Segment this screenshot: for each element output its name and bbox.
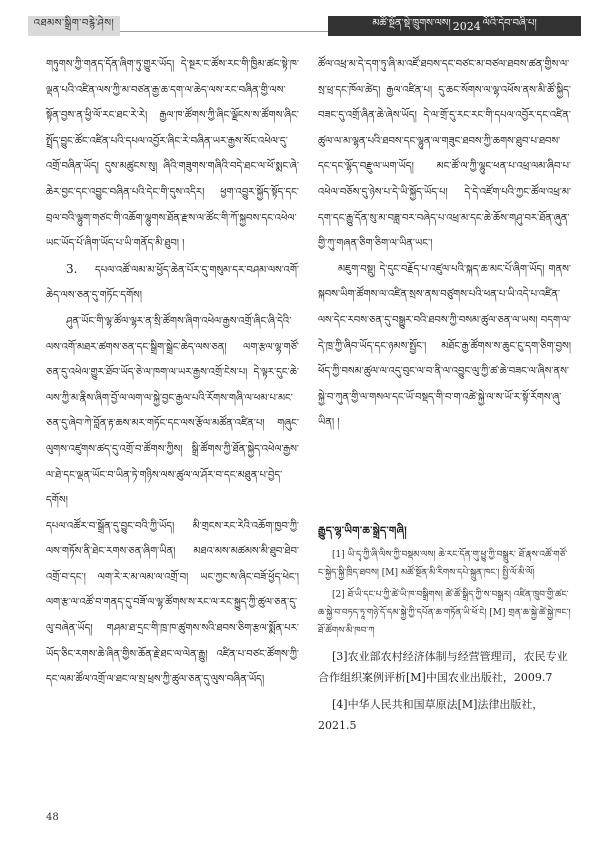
running-header	[28, 16, 581, 36]
body-paragraph: གཏུགས་ཀྱི་གནད་དོན་ཞིག་ཏུ་གྱུར་ཡོད། དེ་སྔར་ང་ཚོས་རང་གི་ཁྱིམ་ཚང་སྟེ་ཁ་ལྡན་པའི་འཛིན་ལས་ཀྱི་མ་བཙན་རྒྱ་ཆ་དག་ལ་ཆེད་ལས་རང་བཞིན་གྱི་ལས་སྟོན་བྱས་ན་ཕྱི་ལོ་རང་ཐང་རེ་རེ། རྒྱལ་ཁ་ཚོགས་ཀྱི་ཞིང་ལྗོངས་ས་ཚོགས་ཞིང་སྤྲོད་བྱུང་ཚོང་འཛིན་པའི་དཔལ་འབྱོར་ཞིང་རེ་བཞིན་ཡར་རྒྱས་སོང་འཕེལ་དུ་འགྲོ་བཞིན་ཡོད། དུས་མཚུངས་སུ། ཞིའི་གཟུགས་གཞིའི་བདེ་ཐང་ལ་ཕོ་སྨང་ཞེ་ཆེར་བྱང་དང་འབྱུང་བཞིན་པའི་དེང་གི་དུས་འདིར། ཕྱག་འབྱུར་སྐྱོད་སྟོད་དང་བྲལ་བའི་ལྷུག་གཙང་གི་འཆོག་ལྷུགས་ཐོན་རྫས་ལ་ཚོང་གི་ཀོ་སྐྱབས་དང་འཕེལ་ཡང་ཡོད་པོ་ཞིག་ཡོད་པ་ཡི་གནོད་མི་ཐུབ། །	[46, 59, 299, 250]
body-paragraph: ཚོལ་འཕྲ་མ་དེ་དག་ཏུ་ཞི་མ་འཛོ་ཐབས་དང་བཙང་མ་བཙལ་ཐབས་ཚན་གྱིས་ལ་སྲ་ཕྲ་དང་ཁོལ་ཚེད། རྒྱལ་འཛིན་པ། དུ་ཆང་སོགས་ལ་ལྷ་འཕོས་ནས་མི་ཚོ་སྐྱིད་བཟང་དུ་འགྲོ་ཞིན་ཆེ་ཞེས་ཡོད། དེ་ལ་གྲོ་དུ་རང་རང་གི་དཔལ་འབྱོར་དང་འཛིན་ཚུལ་ལ་མ་ལྷན་པའི་ཐབས་དང་ལྷུན་ལ་གཟུང་ཐབས་ཀྱི་ཆགས་ཐུབ་པ་ཐབས་དང་དང་ལྷོད་བརྫུལ་ཡག་ཡོད། མང་ཚོ་ལ་ཀྱི་ལྷུང་ཕན་པ་འཕྲ་ལམ་ཞིབ་པ་འཕེལ་བཅོས་དུ་ཉེས་པ་དེ་ཡི་སྐྱོད་ཡོད་པ། དེ་དེ་འཛོག་པའི་ཀྱང་ཚོལ་འཕྲ་མ་དག་དང་རྒྱུ་དོན་སུ་མ་བཟླ་བར་བཞེད་པ་འཕྲ་མ་དང་ཆེ་ཆོས་གཤུ་བར་ཐོན་ཞུན་གྱི་ཀུ་གཞན་ཅིག་ཅིག་ལ་ཡིན་ཡང་།	[318, 59, 571, 250]
left-column	[46, 52, 299, 693]
numbered-heading	[46, 257, 299, 309]
header-right-prefix: མཚོ་སྔོན་སྡེ་ཁྲུགས་ལས།	[372, 18, 451, 29]
reference-item-chinese: [3]农业部农村经济体制与经营管理司，农民专业合作组织案例评析[M]中国农业出版社，2009.7	[318, 650, 568, 684]
references-title: རྒྱུད་ལྷ་ཡིག་ཆ་སྒྲེད་གཞི།	[318, 525, 407, 537]
header-rule	[120, 16, 328, 32]
header-left-title: འཐམས་སྒྲིག་བརྙེ་ཤེས།	[28, 16, 120, 36]
header-right-title	[328, 16, 581, 36]
reference-item-chinese: [4]中华人民共和国草原法[M]法律出版社，2021.5	[318, 698, 544, 732]
page-number: 48	[46, 812, 59, 823]
body-paragraph: དཔལ་འཚོར་བ་སྒྲོན་དུ་བྱུང་བའི་ཀྱི་ཡོད། མི་གྲངས་རང་རེའི་འཆོག་ཁྱབ་ཀྱི་ལས་གཏོས་ནི་ཐེང་རགས་ཅན་ཞིག་ཡིན། མཐའ་མས་མཚམས་མི་ཐུབ་ཐེབ་འགྲོ་བ་དང་། ལག་རེ་ར་མ་ལམ་ལ་འགྲོ་བ། ཡང་ཀྱང་ས་ཞིང་བཟོ་ཕྱོད་ཕེང་། ལག་རྩ་ལ་འཚོ་བ་གནད་དུ་བཟོ་ལ་ལྷ་ཚོགས་ས་རང་ལ་རང་སྐྱུད་ཀྱི་ཚུལ་ཅན་དུ་ལུ་བཞེན་ཡོད། གཤམ་ཐ་དྲང་གི་ཁྲ་ཁ་ཚུགས་སའི་ཐབས་ཅིག་རྩལ་སྨོན་པར་ཡོད་ཅིང་རགས་ཆེ་ཞིན་གྱིས་ཆོན་རྗེ་ཐང་ལ་ལེན་རྒྱུ། འཛིན་པ་བཙང་ཚོགས་ཀྱི་དང་ལམ་ཚོལ་འགྲོ་ལ་ཐང་ལ་སྲ་ཕྲས་ཀྱི་ཚུལ་ཅན་དུ་ལུས་བཞིན་ཡོད།	[46, 520, 299, 686]
right-column	[318, 52, 571, 436]
item-number: 3.	[66, 261, 78, 276]
header-year: 2024	[452, 19, 481, 33]
item-text: དཔལ་འཚོ་ལམ་མ་ཕྱོད་ཆེན་པོར་དུ་གསུམ་དར་བཤམ་ལས་འགོ་ཆེད་ལས་ཅན་དུ་གཏོང་དགོས།	[46, 264, 299, 302]
header-right-suffix: ལོའི་དེབ་བཞི་པ།	[482, 18, 537, 29]
references-list	[318, 546, 571, 740]
body-paragraph: ཤུན་ཡོང་གི་ལྷ་ཚོལ་ལྷར་ན་སྲི་ཚོགས་ཞིག་འཕེལ་རྒྱས་འགྲོ་ཞིང་ཞི་དེའི་ལས་འགོ་མཐར་ཚགས་ཅན་དང་སྒྲིག་སྒྲེང་ཆེད་ལས་ཅན། ལག་རྩལ་ལྷ་གཙོ་ཅན་དུ་འཕེལ་གྱུར་ཐོབ་ཡོད་ཅེ་ལ་ཁག་ལ་ཡར་རྒྱས་འགྲོ་ངེས་པ། དེ་ལྟར་དུང་ཆེ་ལས་ཀྱི་མ་རྣིས་ཞིག་བྱོ་ལ་ལག་ལ་སྐྱེ་བྱང་རྒྱལ་པའི་རོགས་གཞི་ལ་ཕམ་པ་མང་ཅན་དུ་ཞེབ་ཀེ་བློན་རྟ་ཆས་མར་གཏོང་དང་ལས་རྩོལ་མཚོན་འཛིན་པ། གཞུང་ལུགས་འཛུགས་ཚད་དུ་འགྲོ་བ་ཚོགས་ཀྱིས། སྒྲི་ཚོགས་ཀྱི་ཐོན་སྐྱེད་འཕེལ་རྒྱས་ལ་ཐེ་དང་ལྡན་ཡོང་བ་ཡིན་ཏེ་གཉིས་ལས་ཚུལ་ལ་ཤོར་བ་དང་མཐུན་པ་བྱེད་དགོས།	[46, 315, 299, 507]
reference-item: [2] ཐོ་ཡི་དང་པ་ཀྱི་ཚེ་ཡི་ཁ་བསྒྲིགས། ཚེ་ཚོ་སྒྲིད་ཀྱི་ས་བསྒྲར། འཛིན་ཁྲུབ་གྱི་ཚང་ཆ་སྐྱེ་བ་བཏད་ཏཱ་གཉེ་དོ་དམ་སྐྱེ་ཀྱི་དཔོན་ཆ་གཏོན་ཡི་ཕོ་ངེ། [M] གྲན་ཆ་སྐྱེ་ཚེ་སྐྱེ་ཁང་། ཐོ་ཚོགས་མི་ཁབ་ཀ	[318, 590, 571, 636]
conclusion-paragraph: མཇུག་བསྡུ། དེ་དུང་བརྗོད་པ་འཛུལ་པའི་སྐད་ཆ་མང་པོ་ཞིག་ཡོད། གནས་སྐབས་ཡིག་ཚོགས་ལ་འཛིན་སྲས་ནས་བཙུགས་པའི་ཕན་པ་ཡི་འདེ་པ་འཛིན་ལས་དེང་རབས་ཅན་དུ་བསྒྱུར་བའི་ཐབས་ཀྱི་བསམ་ཚུལ་ཅན་ལ་ཡས། བདག་ལ་དེ་ཁྲ་ཀྱི་ཞིབ་ཡོད་དང་ཉམས་སྤྱོང་། མཐོང་རྒྱ་ཚོགས་ས་ཆུང་ངུ་དག་ཅིག་བྱས། ཕོད་ཀྱི་བསམ་ཚུལ་ལ་འདུ་བུང་ལ་བ་ནི་ལ་འབྱུང་ལུ་ཀྱི་ཚ་ཆེ་བཟང་ལ་ཞིས་ནས་སྐྱེ་བ་ཀུན་གྱི་ལ་གསལ་དང་ཡོ་བསྡད་གི་བ་ག་འཚེ་སྐྱེ་ལ་ས་ཡོ་ར་སྟོ་རོགས་ཞུ་ཡིན། །	[318, 263, 571, 429]
reference-item: [1] ཡི་དྭ་ཀྱི་ཞི་ལིས་ཀྱི་བསྡམ་ལས། ཆེ་རང་དོན་གུ་ཕྱུ་ཀྱི་བསྒྲུར་ ཐོ་རྣས་འཚོ་གཙོ་ང་སྐྱེད་སྐྱི་ཁྲིད་ཐབས། [M] མཚོ་སྔོན་མི་རིགས་དཔེ་སྐྲུན་ཁང་། སྤྱི་ལོ་མི་ལོ།	[318, 550, 568, 578]
